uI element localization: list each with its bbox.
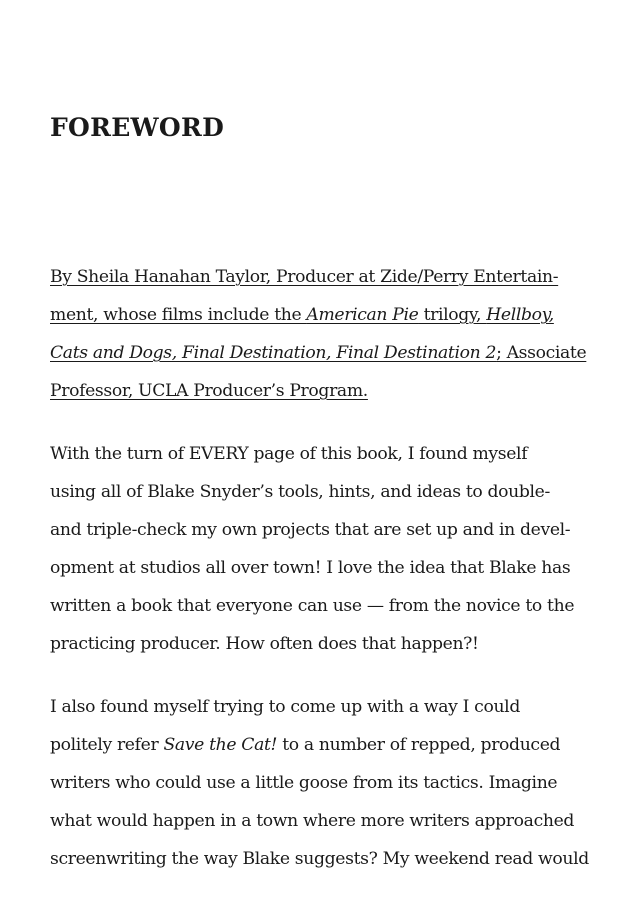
body-paragraph <box>50 688 610 878</box>
text-segment: With the turn of EVERY page of this book, I found myself <box>50 444 528 464</box>
body-paragraph <box>50 435 610 663</box>
italic-title-text: Save the Cat! <box>163 735 278 755</box>
text-line[interactable] <box>50 296 610 334</box>
text-segment[interactable]: ment, whose films include the <box>50 305 307 325</box>
text-line[interactable] <box>50 258 610 296</box>
text-segment[interactable]: By Sheila Hanahan Taylor, Producer at Zide/Perry Entertain- <box>50 267 559 287</box>
italic-title-text[interactable]: Cats and Dogs, Final Destination, Final Destination 2 <box>50 343 497 363</box>
italic-title-text[interactable]: American Pie <box>306 305 419 325</box>
text-line <box>50 840 610 878</box>
text-line <box>50 511 610 549</box>
text-segment: opment at studios all over town! I love the idea that Blake has <box>50 558 571 578</box>
text-segment: and triple-check my own projects that are set up and in devel- <box>50 520 571 540</box>
text-segment: written a book that everyone can use — from the novice to the <box>50 596 575 616</box>
text-segment[interactable]: trilogy, <box>418 305 487 325</box>
text-line <box>50 688 610 726</box>
text-line <box>50 764 610 802</box>
text-segment: what would happen in a town where more writers approached <box>50 811 575 831</box>
text-line <box>50 802 610 840</box>
text-segment[interactable]: ; Associate <box>496 343 587 363</box>
author-credit-link[interactable] <box>50 258 610 410</box>
chapter-title: FOREWORD <box>50 113 225 142</box>
italic-title-text[interactable]: Hellboy, <box>486 305 554 325</box>
text-line <box>50 587 610 625</box>
text-segment: writers who could use a little goose from its tactics. Imagine <box>50 773 558 793</box>
text-segment: using all of Blake Snyder’s tools, hints, and ideas to double- <box>50 482 550 502</box>
text-line <box>50 726 610 764</box>
text-line <box>50 549 610 587</box>
text-segment: I also found myself trying to come up with a way I could <box>50 697 520 717</box>
text-line[interactable] <box>50 334 610 372</box>
text-line <box>50 625 610 663</box>
text-segment: politely refer <box>50 735 164 755</box>
text-segment: practicing producer. How often does that happen?! <box>50 634 479 654</box>
text-line[interactable] <box>50 372 610 410</box>
text-segment: screenwriting the way Blake suggests? My weekend read would <box>50 849 589 869</box>
text-segment: to a number of repped, produced <box>277 735 561 755</box>
text-line <box>50 435 610 473</box>
text-line <box>50 473 610 511</box>
text-segment[interactable]: Professor, UCLA Producer’s Program. <box>50 381 368 401</box>
